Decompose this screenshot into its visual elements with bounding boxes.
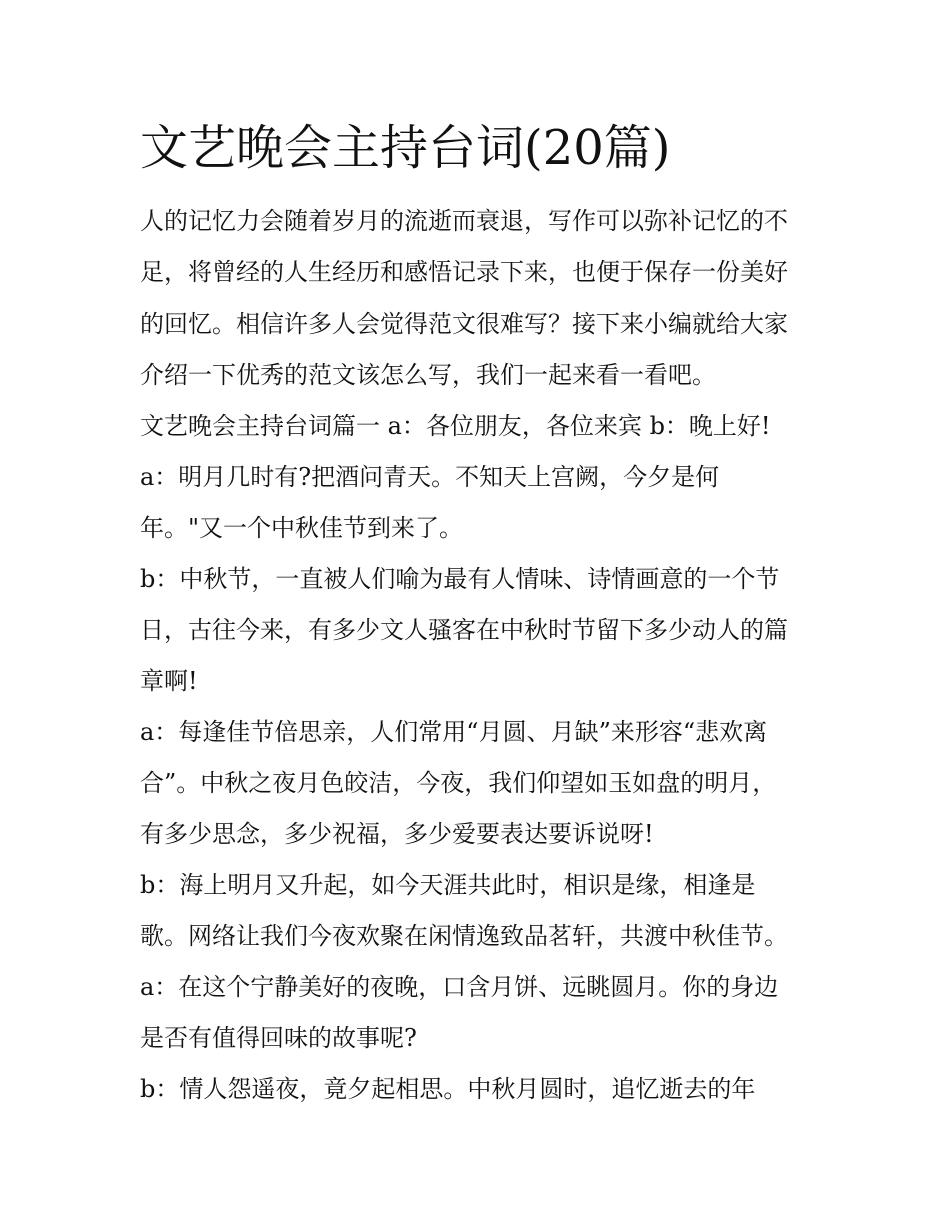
paragraph-line: 的回忆。相信许多人会觉得范文很难写？接下来小编就给大家 <box>140 310 788 338</box>
paragraph-line: 足，将曾经的人生经历和感悟记录下来，也便于保存一份美好 <box>140 258 788 286</box>
document-title: 文艺晚会主持台词(20篇) <box>140 120 671 176</box>
paragraph-line: a：在这个宁静美好的夜晚，口含月饼、远眺圆月。你的身边 <box>140 973 779 1001</box>
paragraph-line: 是否有值得回味的故事呢? <box>140 1024 417 1052</box>
paragraph-line: b：情人怨遥夜，竟夕起相思。中秋月圆时，追忆逝去的年 <box>140 1075 756 1103</box>
paragraph-line: 人的记忆力会随着岁月的流逝而衰退，写作可以弥补记忆的不 <box>140 207 788 235</box>
paragraph-line: b：中秋节，一直被人们喻为最有人情味、诗情画意的一个节 <box>140 565 780 593</box>
paragraph-line: 章啊! <box>140 667 198 695</box>
paragraph-line: 歌。网络让我们今夜欢聚在闲情逸致品茗轩，共渡中秋佳节。 <box>140 922 788 950</box>
paragraph-line: b：海上明月又升起，如今天涯共此时，相识是缘，相逢是 <box>140 871 756 899</box>
paragraph-line: 合”。中秋之夜月色皎洁，今夜，我们仰望如玉如盘的明月， <box>140 769 777 797</box>
paragraph-line: 介绍一下优秀的范文该怎么写，我们一起来看一看吧。 <box>140 361 716 389</box>
paragraph-line: 有多少思念，多少祝福，多少爱要表达要诉说呀! <box>140 820 654 848</box>
paragraph-line: 文艺晚会主持台词篇一 a：各位朋友，各位来宾 b：晚上好! <box>140 412 771 440</box>
paragraph-line: a：明月几时有?把酒问青天。不知天上宫阙，今夕是何 <box>140 463 720 491</box>
paragraph-line: 年。"又一个中秋佳节到来了。 <box>140 514 464 542</box>
paragraph-line: a：每逢佳节倍思亲，人们常用“月圆、月缺”来形容“悲欢离 <box>140 718 768 746</box>
paragraph-line: 日，古往今来，有多少文人骚客在中秋时节留下多少动人的篇 <box>140 616 788 644</box>
